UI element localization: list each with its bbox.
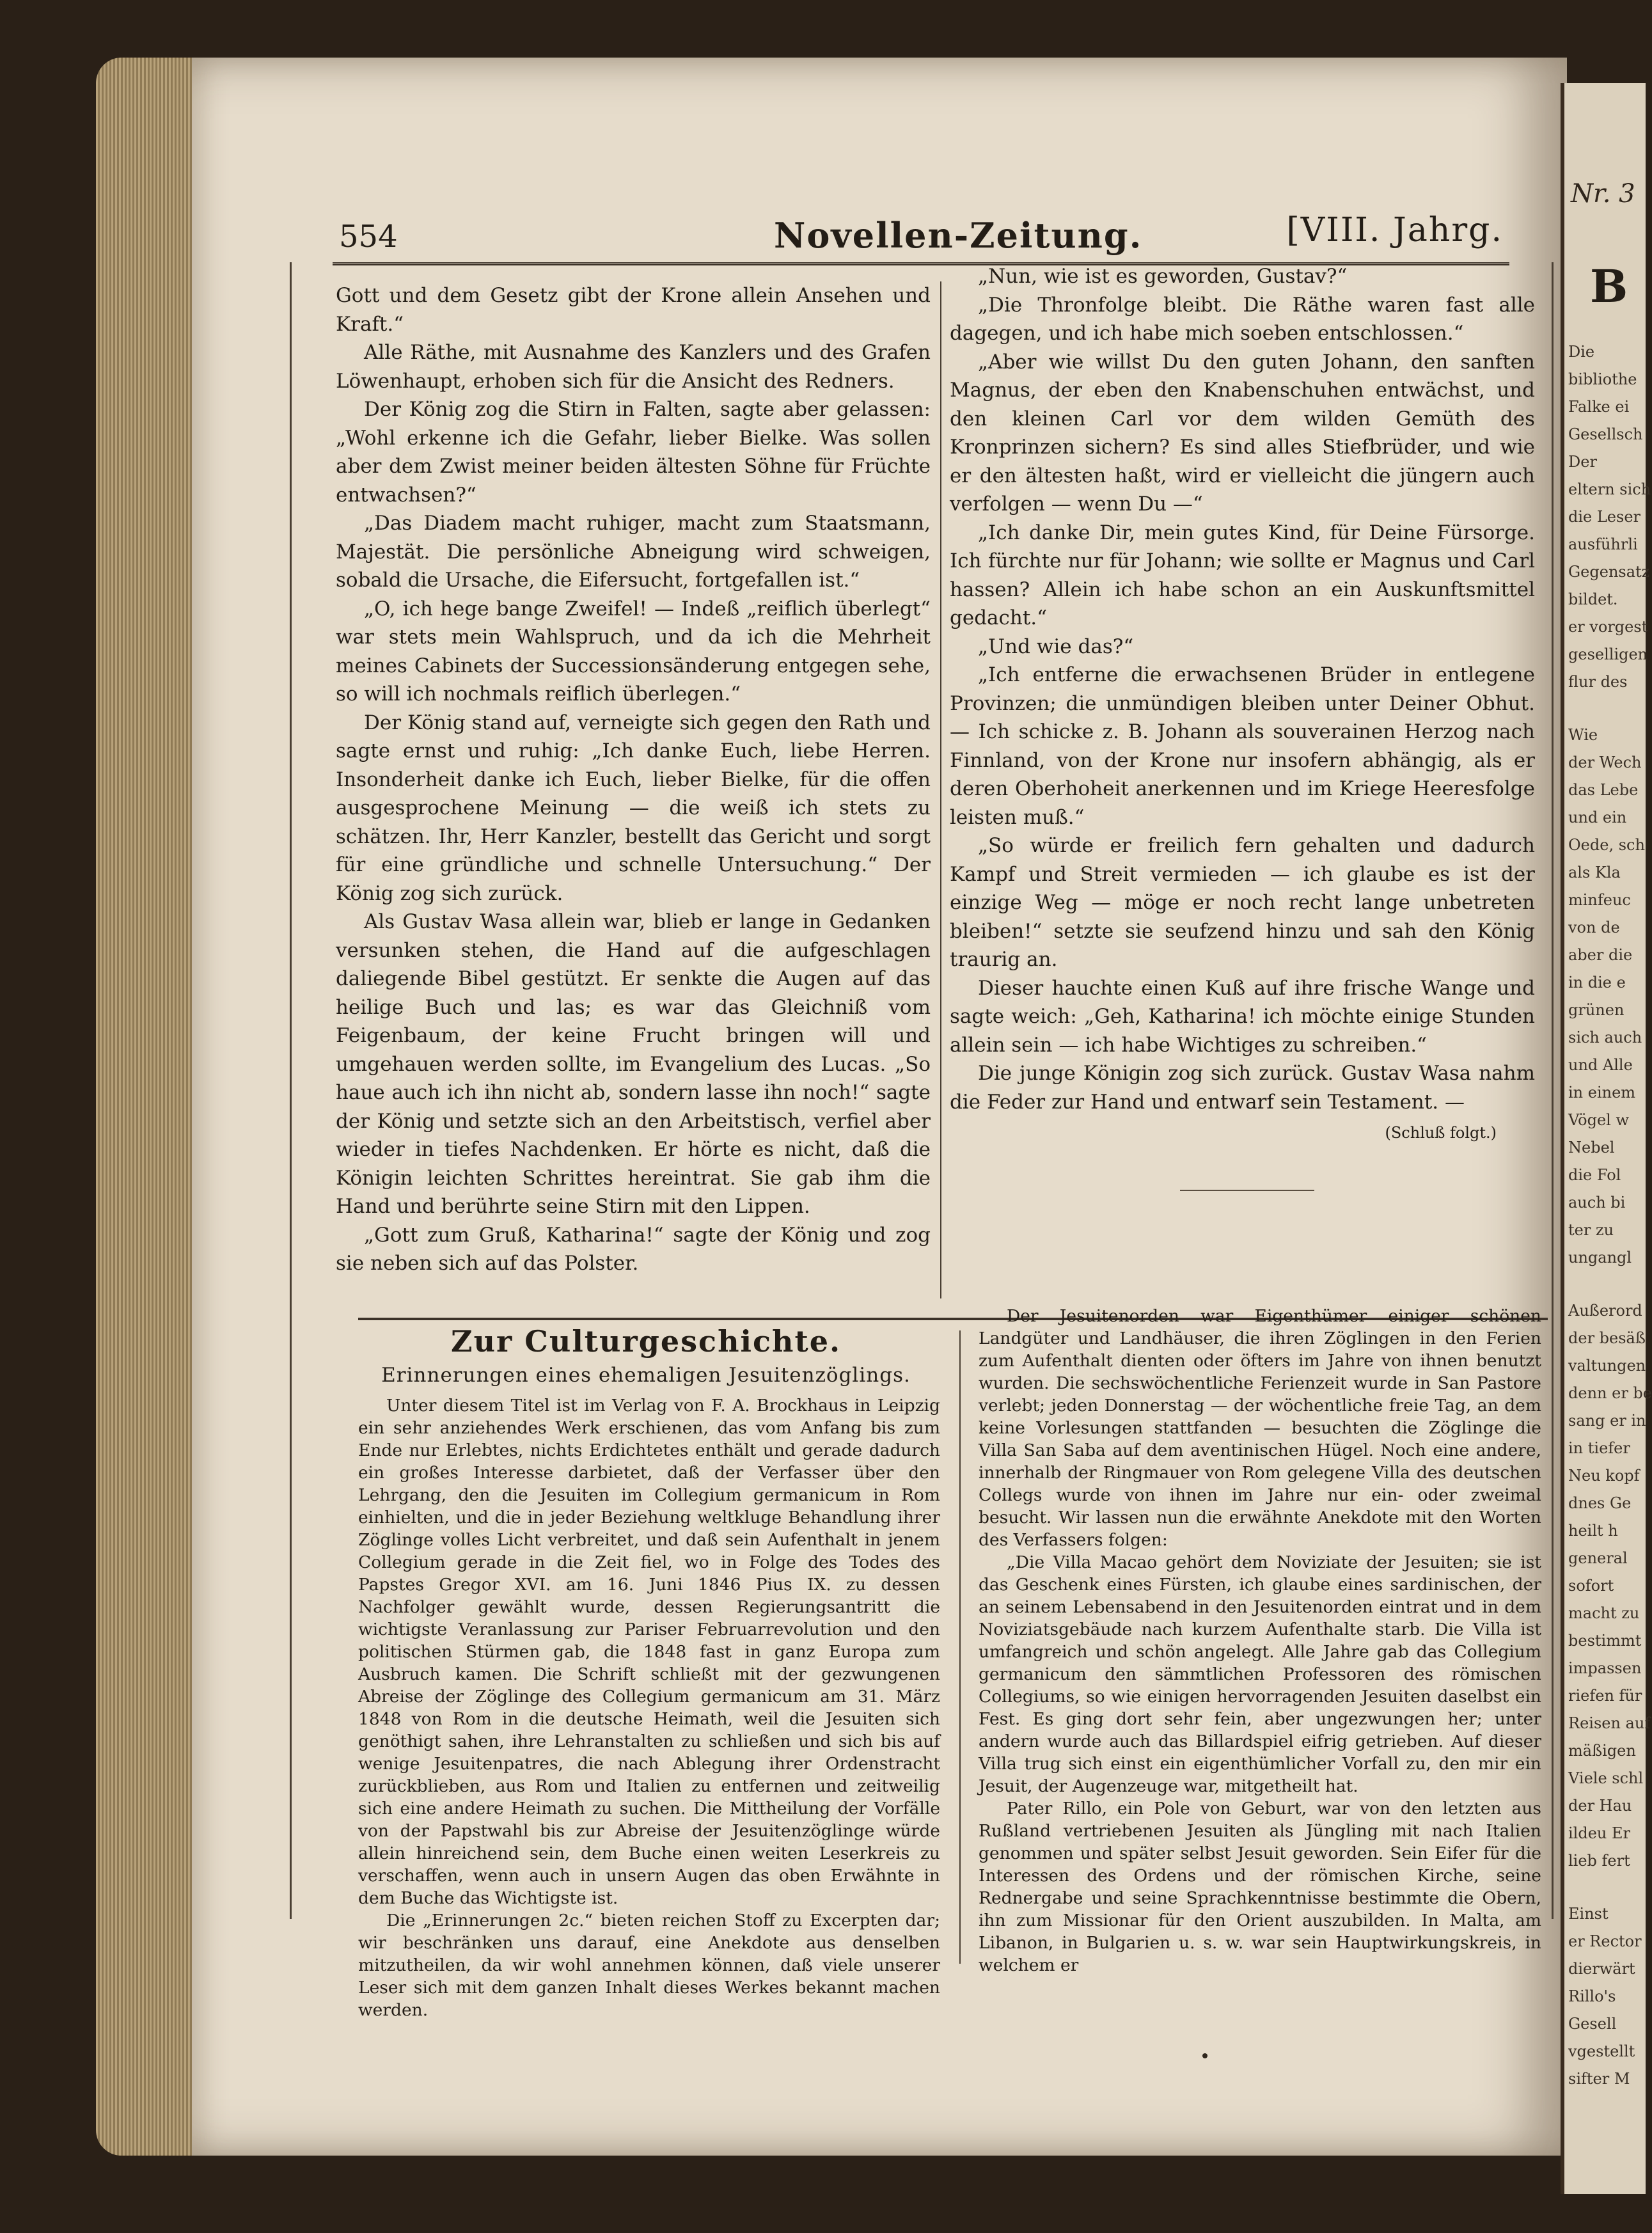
page-header bbox=[333, 192, 1509, 265]
column-left-bottom bbox=[358, 1394, 940, 2021]
paragraph: „Die Thronfolge bleibt. Die Räthe waren fast alle dagegen, und ich habe mich soeben entschlossen.“ bbox=[950, 293, 1535, 345]
paragraph: Der König zog die Stirn in Falten, sagte aber gelassen: „Wohl erkenne ich die Gefahr, lieber Bielke. Was sollen aber dem Zwist meiner beiden ältesten Söhne für Früchte entwachsen?“ bbox=[336, 398, 931, 507]
next-page-line: flur des bbox=[1568, 673, 1628, 691]
paragraph: Gott und dem Gesetz gibt der Krone allein Ansehen und Kraft.“ bbox=[336, 284, 931, 336]
paragraph: Die junge Königin zog sich zurück. Gustav Wasa nahm die Feder zur Hand und entwarf sein Testament. — bbox=[950, 1062, 1535, 1114]
next-page-line: Gegensatz bbox=[1568, 563, 1650, 581]
section-title: Zur Culturgeschichte. bbox=[451, 1324, 841, 1359]
next-page-line: Gesellsch bbox=[1568, 425, 1643, 443]
next-page-line: dierwärt bbox=[1568, 1960, 1635, 1978]
next-page-line: sang er in bbox=[1568, 1412, 1646, 1430]
next-page-line: er vorgest bbox=[1568, 618, 1648, 636]
next-page-line: Gesell bbox=[1568, 2015, 1617, 2033]
next-page-line: in einem bbox=[1568, 1084, 1636, 1101]
running-title: Novellen-Zeitung. bbox=[774, 215, 1143, 256]
next-page-line: grünen bbox=[1568, 1001, 1624, 1019]
next-page-line: Außerord bbox=[1568, 1302, 1642, 1320]
paragraph: Der König stand auf, verneigte sich gegen den Rath und sagte ernst und ruhig: „Ich danke Euch, liebe Herren. Insonderheit danke ich Euch, lieber Bielke, für die offen ausgesprochene Meinung — die weiß ich stets zu schätzen. Ihr, Herr Kanzler, bestellt das Gericht und sorgt für eine gründliche und schnelle Untersuchung.“ Der König zog sich zurück. bbox=[336, 711, 931, 905]
next-page-line: und ein bbox=[1568, 809, 1627, 826]
end-rule bbox=[1180, 1190, 1314, 1191]
next-page-line: mäßigen bbox=[1568, 1742, 1636, 1760]
next-page-line: bibliothe bbox=[1568, 370, 1637, 388]
next-page-line: Der bbox=[1568, 453, 1597, 471]
column-left-top bbox=[336, 281, 931, 1278]
next-page-line: das Lebe bbox=[1568, 781, 1639, 799]
next-page-line: die Leser bbox=[1568, 508, 1641, 526]
paragraph: „Ich danke Dir, mein gutes Kind, für Deine Fürsorge. Ich fürchte nur für Johann; wie sollte er Magnus und Carl hassen? Allein ich habe schon an ein Auskunftsmittel gedacht.“ bbox=[950, 521, 1535, 629]
next-page-line: er Rector bbox=[1568, 1932, 1642, 1950]
paragraph: Dieser hauchte einen Kuß auf ihre frische Wange und sagte weich: „Geh, Katharina! ich möchte einige Stunden allein sein — ich habe Wichtiges zu schreiben.“ bbox=[950, 976, 1535, 1057]
next-page-line: ungangl bbox=[1568, 1249, 1632, 1266]
next-page-header: Nr. 3 bbox=[1571, 179, 1635, 209]
column-right-bottom bbox=[979, 1305, 1541, 1977]
next-page-line: macht zu bbox=[1568, 1604, 1640, 1622]
next-page-line: in tiefer bbox=[1568, 1439, 1630, 1457]
section-subtitle: Erinnerungen eines ehemaligen Jesuitenzöglings. bbox=[381, 1364, 911, 1387]
next-page-line: Reisen auf bbox=[1568, 1714, 1651, 1732]
next-page-line: sofort bbox=[1568, 1577, 1614, 1595]
next-page-line: Rillo's bbox=[1568, 1987, 1616, 2005]
next-page-lines bbox=[1564, 338, 1652, 2093]
next-page-gap bbox=[1564, 1875, 1646, 1900]
next-page-line: als Kla bbox=[1568, 864, 1621, 881]
next-page-line: geselligen bbox=[1568, 645, 1648, 663]
next-page-line: bestimmt bbox=[1568, 1632, 1642, 1650]
paragraph: Unter diesem Titel ist im Verlag von F. A. Brockhaus in Leipzig ein sehr anziehendes Werk erschienen, das vom Anfang bis zum Ende nur Erlebtes, nichts Erdichtetes enthält und gerade dadurch ein großes Interesse darbietet, daß der Verfasser über den Lehrgang, den die Jesuiten im Collegium germanicum in Rom einhielten, und die in jeder Beziehung weltkluge Behandlung ihrer Zöglinge volles Licht verbreitet, und daß sein Aufenthalt in jenem Collegium gerade in die Zeit fiel, wo in Folge des Todes des Papstes Gregor XVI. am 16. Juni 1846 Pius IX. zu dessen Nachfolger gewählt wurde, dessen Regierungsantritt die wichtigste Veranlassung zur Pariser Februarrevolution und den politischen Stürmen gab, die 1848 fast in ganz Europa zum Ausbruch kamen. Die Schrift schließt mit der gezwungenen Abreise der Zöglinge des Collegium germanicum am 31. März 1848 von Rom in die deutsche Heimath, weil die Jesuiten sich genöthigt sahen, ihre Lehranstalten zu schließen und sich bis auf wenige Jesuitenpatres, die nach Ablegung ihrer Ordenstracht zurückblieben, aus Rom und Italien zu entfernen und zeitweilig sich eine andere Heimath zu suchen. Die Mittheilung der Vorfälle von der Papstwahl bis zur Abreise der Jesuitenzöglinge würde allein hinreichend sein, dem Buche einen weiten Leserkreis zu verschaffen, wenn auch in unsern Augen das oben Erwähnte in dem Buche das Wichtigste ist. bbox=[358, 1396, 940, 1908]
next-page-line: valtungen bbox=[1568, 1357, 1646, 1375]
paragraph: Alle Räthe, mit Ausnahme des Kanzlers und des Grafen Löwenhaupt, erhoben sich für die Ansicht des Redners. bbox=[336, 341, 931, 393]
next-page-line: Oede, sch bbox=[1568, 836, 1645, 854]
paragraph: „Gott zum Gruß, Katharina!“ sagte der König und zog sie neben sich auf das Polster. bbox=[336, 1223, 931, 1275]
paragraph: „O, ich hege bange Zweifel! — Indeß „reiflich überlegt“ war stets mein Wahlspruch, und da ich die Mehrheit meines Cabinets der Successionsänderung entgegen sehe, so will ich nochmals reiflich überlegen.“ bbox=[336, 597, 931, 706]
next-page-line: ildeu Er bbox=[1568, 1824, 1630, 1842]
next-page-line: Nebel bbox=[1568, 1139, 1615, 1156]
next-page-line: heilt h bbox=[1568, 1522, 1618, 1540]
next-page-line: sich auch bbox=[1568, 1029, 1642, 1046]
next-page-line: auch bi bbox=[1568, 1194, 1626, 1211]
paragraph: „Ich entferne die erwachsenen Brüder in entlegene Provinzen; die unmündigen bleiben unter Deiner Obhut. — Ich schicke z. B. Johann als souverainen Herzog nach Finnland, von der Krone nur insofern abhängig, als er deren Oberhoheit anerkennen und im Kriege Heeresfolge leisten muß.“ bbox=[950, 663, 1535, 829]
page-ornament bbox=[1202, 2053, 1208, 2058]
paragraph: Die „Erinnerungen 2c.“ bieten reichen Stoff zu Excerpten dar; wir beschränken uns darauf, eine Anekdote aus denselben mitzutheilen, da wir wohl annehmen können, daß viele unserer Leser sich mit dem ganzen Inhalt dieses Werkes bekannt machen werden. bbox=[358, 1911, 940, 2020]
paragraph: „Die Villa Macao gehört dem Noviziate der Jesuiten; sie ist das Geschenk eines Fürsten, ich glaube eines sardinischen, der an seinem Lebensabend in den Jesuitenorden eintrat und in dem Noviziatsgebäude nach kurzem Aufenthalte starb. Die Villa ist umfangreich und schön angelegt. Alle Jahre gab das Collegium germanicum den sämmtlichen Professoren des römischen Collegiums, so wie einigen hervorragenden Jesuiten daselbst ein Fest. Es ging dort sehr fein, aber ungezwungen her; unter andern wurde auch das Billardspiel eifrig getrieben. Auf dieser Villa trug sich einst ein eigenthümlicher Vorfall zu, den mir ein Jesuit, der Augenzeuge war, mitgetheilt hat. bbox=[979, 1552, 1541, 1796]
next-page-line: riefen für bbox=[1568, 1687, 1642, 1705]
volume-label: [VIII. Jahrg. bbox=[1286, 211, 1503, 249]
next-page-line: vgestellt bbox=[1568, 2042, 1635, 2060]
paragraph: „So würde er freilich fern gehalten und dadurch Kampf und Streit vermieden — ich glaube es ist der einzige Weg — möge er noch recht lange unbetreten bleiben!“ setzte sie seufzend hinzu und sah den König traurig an. bbox=[950, 834, 1535, 971]
next-page-line: ausführli bbox=[1568, 535, 1638, 553]
next-page-gap bbox=[1564, 696, 1646, 722]
paragraph: Als Gustav Wasa allein war, blieb er lange in Gedanken versunken stehen, die Hand auf die aufgeschlagen daliegende Bibel gestützt. Er senkte die Augen auf das heilige Buch und las; es war das Gleichniß vom Feigenbaum, der keine Frucht bringen will und umgehauen werden sollte, im Evangelium des Lucas. „So haue auch ich ihn nicht ab, sondern lasse ihn noch!“ sagte der König und setzte sich an den Arbeitstisch, verfiel aber wieder in tiefes Nachdenken. Er hörte es nicht, daß die Königin leichten Schrittes hereintrat. Sie gab ihm die Hand und berührte seine Stirn mit den Lippen. bbox=[336, 910, 931, 1218]
next-page-line: die Fol bbox=[1568, 1166, 1621, 1184]
column-divider-bottom bbox=[959, 1330, 961, 1964]
next-page-line: Wie bbox=[1568, 726, 1598, 744]
page-number: 554 bbox=[339, 219, 398, 255]
next-page-line: in die e bbox=[1568, 974, 1626, 991]
next-page-line: eltern sich bbox=[1568, 480, 1651, 498]
next-page-line: Falke ei bbox=[1568, 398, 1630, 416]
next-page-line: Die bbox=[1568, 343, 1595, 361]
next-page-line: general bbox=[1568, 1549, 1628, 1567]
next-page-line: von de bbox=[1568, 919, 1620, 936]
continuation-note: (Schluß folgt.) bbox=[1385, 1124, 1497, 1142]
next-page-line: dnes Ge bbox=[1568, 1494, 1632, 1512]
next-page-gap bbox=[1564, 1272, 1646, 1297]
next-page-line: der Wech bbox=[1568, 754, 1642, 771]
next-page-line: aber die bbox=[1568, 946, 1633, 964]
next-page-initial: B bbox=[1590, 260, 1628, 313]
next-page-line: bildet. bbox=[1568, 590, 1618, 608]
paragraph: „Und wie das?“ bbox=[978, 635, 1134, 658]
column-divider bbox=[940, 281, 941, 1298]
paragraph: „Nun, wie ist es geworden, Gustav?“ bbox=[978, 265, 1348, 288]
next-page-line: minfeuc bbox=[1568, 891, 1631, 909]
column-right-top bbox=[950, 262, 1535, 1148]
next-page-line: impassen bbox=[1568, 1659, 1642, 1677]
paragraph: „Aber wie willst Du den guten Johann, den sanften Magnus, der eben den Knabenschuhen entwächst, und den kleinen Carl vor dem wilden Gemüth des Kronprinzen sichern? Es sind alles Stiefbrüder, und wie er den ältesten haßt, wird er vielleicht die jüngern auch verfolgen — wenn Du —“ bbox=[950, 350, 1535, 516]
next-page-line: sifter M bbox=[1568, 2070, 1630, 2088]
paragraph: „Das Diadem macht ruhiger, macht zum Staatsmann, Majestät. Die persönliche Abneigung wird schweigen, sobald die Ursache, die Eifersucht, fortgefallen ist.“ bbox=[336, 512, 931, 592]
next-page-fragment bbox=[1561, 83, 1652, 2194]
next-page-line: Viele schl bbox=[1568, 1769, 1644, 1787]
next-page-line: Vögel w bbox=[1568, 1111, 1629, 1129]
next-page-line: ter zu bbox=[1568, 1221, 1614, 1239]
paragraph: Pater Rillo, ein Pole von Geburt, war von den letzten aus Rußland vertriebenen Jesuiten als Jüngling mit nach Italien genommen und später selbst Jesuit geworden. Sein Eifer für die Interessen des Ordens und der römischen Kirche, seine Rednergabe und seine Sprachkenntnisse bestimmte die Obern, ihn zum Missionar für den Orient auszubilden. In Malta, am Libanon, in Bulgarien u. s. w. war sein Hauptwirkungskreis, in welchem er bbox=[979, 1799, 1541, 1975]
next-page-line: Neu kopf bbox=[1568, 1467, 1640, 1485]
next-page-line: denn er be bbox=[1568, 1384, 1652, 1402]
next-page-line: der Hau bbox=[1568, 1797, 1632, 1815]
next-page-line: lieb fert bbox=[1568, 1852, 1630, 1870]
next-page-line: der besäß bbox=[1568, 1329, 1646, 1347]
paragraph: Der Jesuitenorden war Eigenthümer einiger schönen Landgüter und Landhäuser, die ihren Zöglingen in den Ferien zum Aufenthalt dienten oder öfters im Jahre von ihnen benutzt wurden. Die sechswöchentliche Ferienzeit wurde in San Pastore verlebt; jeden Donnerstag — der wöchentliche freie Tag, an dem keine Vorlesungen stattfanden — besuchten die Zöglinge die Villa San Saba auf dem aventinischen Hügel. Noch eine andere, innerhalb der Ringmauer von Rom gelegene Villa des deutschen Collegs wurde von ihnen im Jahre nur ein- oder zweimal besucht. Wir lassen nun die erwähnte Anekdote mit den Worten des Verfassers folgen: bbox=[979, 1306, 1541, 1550]
next-page-line: und Alle bbox=[1568, 1056, 1633, 1074]
next-page-line: Einst bbox=[1568, 1905, 1609, 1923]
